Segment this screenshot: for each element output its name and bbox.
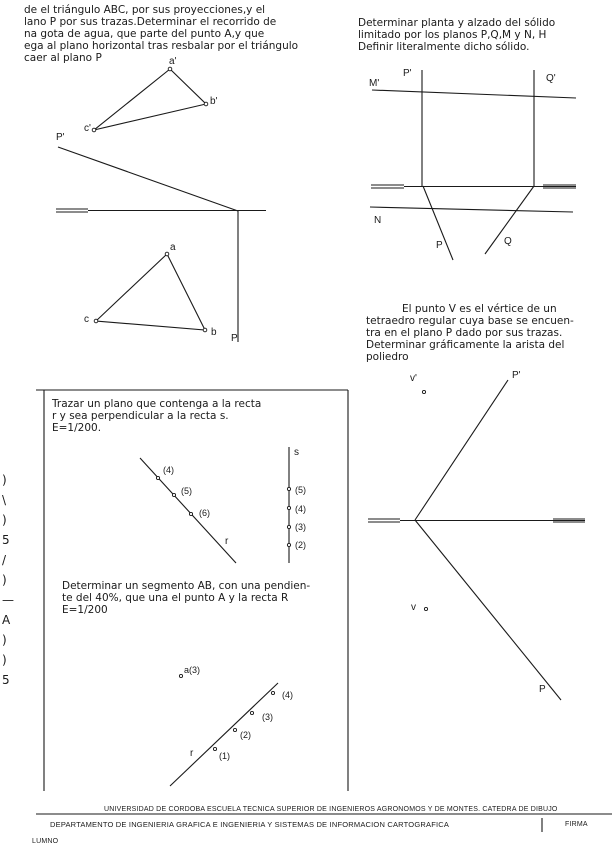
ex2-drawing xyxy=(370,70,576,260)
label-s: s xyxy=(294,447,299,458)
trace-p-vertical xyxy=(58,147,238,211)
label-v: v xyxy=(411,602,416,613)
triangle-horizontal-projection xyxy=(96,254,205,330)
label-r: r xyxy=(225,536,229,547)
label-r3: (3) xyxy=(262,712,273,722)
label-b-prime: b' xyxy=(210,96,218,107)
triangle-vertical-projection xyxy=(94,69,206,130)
point-s3 xyxy=(287,525,290,528)
label-a: a xyxy=(170,242,176,253)
label-a3: a(3) xyxy=(184,665,201,675)
label-p-prime: P' xyxy=(403,68,412,79)
line-r xyxy=(140,458,236,563)
point-r2 xyxy=(233,728,236,731)
footer-alumno: LUMNO xyxy=(32,838,59,845)
trace-p-prime xyxy=(415,380,508,520)
line-r xyxy=(170,683,278,786)
ex2-statement: Determinar planta y alzado del sólido limitado por los planos P,Q,M y N, H Definir literalmente dicho sólido. xyxy=(358,17,556,53)
label-q-prime: Q' xyxy=(546,73,556,84)
label-r4: (4) xyxy=(282,690,293,700)
label-r4: (4) xyxy=(163,465,174,475)
ex4-statement: Trazar un plano que contenga a la recta r y sea perpendicular a la recta s. E=1/200. xyxy=(52,398,262,434)
trace-n xyxy=(370,207,573,212)
ex1-drawing xyxy=(56,67,266,342)
label-r: r xyxy=(190,748,194,759)
point-a xyxy=(165,252,169,256)
ex5-statement: Determinar un segmento AB, con una pendien- te del 40%, que una el punto A y la recta R E=1/200 xyxy=(62,580,311,616)
point-s5 xyxy=(287,487,290,490)
point-c-prime xyxy=(92,128,96,132)
trace-m-prime xyxy=(372,90,576,98)
point-a-prime xyxy=(168,67,172,71)
label-a-prime: a' xyxy=(169,56,177,67)
label-p: P xyxy=(539,684,546,695)
point-v-prime xyxy=(422,390,425,393)
label-s2: (2) xyxy=(295,540,306,550)
point-r1 xyxy=(213,747,216,750)
label-n: N xyxy=(374,215,382,226)
margin-letters: ) \ ) 5 / ) — A ) ) 5 xyxy=(2,473,14,687)
point-b xyxy=(203,328,207,332)
point-r5 xyxy=(172,493,175,496)
label-p: P xyxy=(436,240,443,251)
label-r2: (2) xyxy=(240,730,251,740)
ex3-statement: El punto V es el vértice de un tetraedro regular cuya base se encuen- tra en el plano P dado por sus trazas. Determinar gráficamente la arista del poliedro xyxy=(366,303,574,363)
point-r4 xyxy=(271,691,274,694)
point-a xyxy=(179,674,182,677)
label-m-prime: M' xyxy=(369,78,380,89)
point-b-prime xyxy=(204,102,208,106)
label-p: P xyxy=(231,333,238,344)
label-p-prime: P' xyxy=(512,370,521,381)
footer-firma: FIRMA xyxy=(565,821,588,828)
label-c-prime: c' xyxy=(84,123,91,134)
label-v-prime: v' xyxy=(410,373,417,384)
footer-university: UNIVERSIDAD DE CORDOBA ESCUELA TECNICA SUPERIOR DE INGENIEROS AGRONOMOS Y DE MONTES. CATEDRA DE DIBUJO xyxy=(104,806,558,813)
label-c: c xyxy=(84,314,89,325)
label-r5: (5) xyxy=(181,486,192,496)
label-q: Q xyxy=(504,236,512,247)
point-r4 xyxy=(156,476,159,479)
point-s2 xyxy=(287,543,290,546)
label-s3: (3) xyxy=(295,522,306,532)
trace-p xyxy=(415,520,561,700)
point-s4 xyxy=(287,506,290,509)
label-s4: (4) xyxy=(295,504,306,514)
ex3-drawing xyxy=(368,380,585,700)
point-c xyxy=(94,319,98,323)
point-v xyxy=(424,607,427,610)
label-r1: (1) xyxy=(219,751,230,761)
point-r6 xyxy=(189,512,192,515)
label-s5: (5) xyxy=(295,485,306,495)
point-r3 xyxy=(250,711,253,714)
label-b: b xyxy=(211,327,217,338)
ex1-statement: de el triángulo ABC, por sus proyecciones,y el lano P por sus trazas.Determinar el recorrido de na gota de agua, que parte del punto A,y que ega al plano horizontal tras resbalar por el triángulo caer al plano P xyxy=(24,4,299,64)
label-p-prime: P' xyxy=(56,132,65,143)
ex5-drawing xyxy=(170,674,278,786)
footer-department: DEPARTAMENTO DE INGENIERIA GRAFICA E INGENIERIA Y SISTEMAS DE INFORMACION CARTOGRAFICA xyxy=(50,820,450,829)
label-r6: (6) xyxy=(199,508,210,518)
